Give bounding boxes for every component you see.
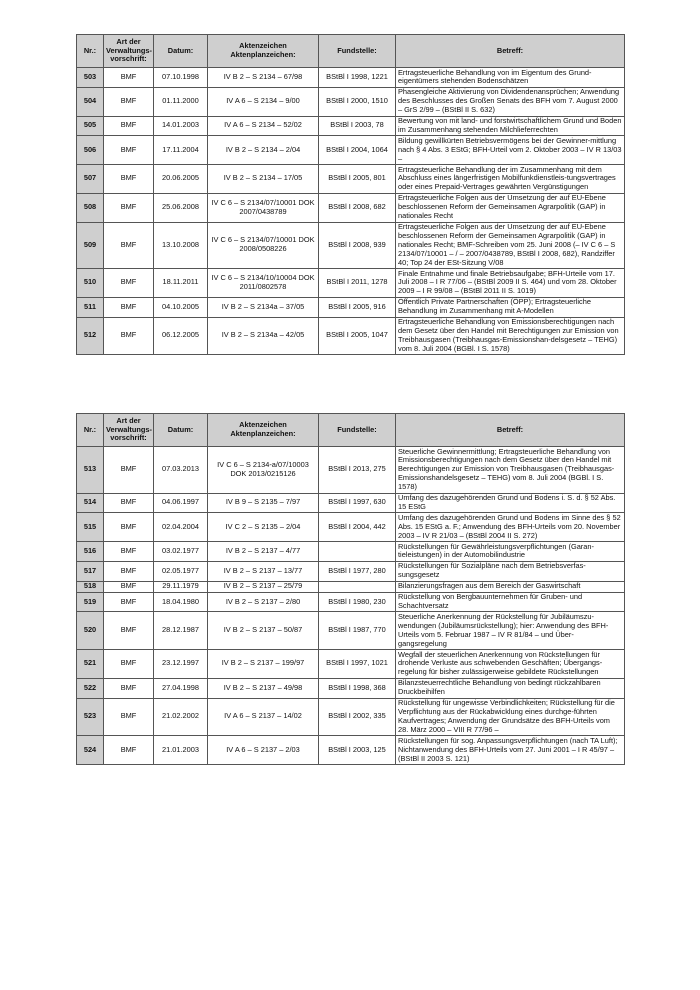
row-datum: 17.11.2004 bbox=[154, 136, 208, 165]
row-aktenzeichen: IV C 2 – S 2135 – 2/04 bbox=[208, 513, 319, 542]
row-art: BMF bbox=[104, 447, 154, 494]
row-aktenzeichen: IV C 6 – S 2134/07/10001 DOK 2008/0508226 bbox=[208, 222, 319, 269]
row-number: 511 bbox=[77, 297, 104, 317]
row-art: BMF bbox=[104, 116, 154, 136]
row-number: 518 bbox=[77, 581, 104, 592]
table-row bbox=[77, 68, 625, 88]
row-art: BMF bbox=[104, 317, 154, 355]
row-aktenzeichen: IV B 2 – S 2137 – 50/87 bbox=[208, 612, 319, 650]
row-art: BMF bbox=[104, 269, 154, 298]
row-aktenzeichen: IV B 2 – S 2134a – 42/05 bbox=[208, 317, 319, 355]
row-betreff: Bilanzierungsfragen aus dem Bereich der Gaswirtschaft bbox=[396, 581, 625, 592]
row-betreff: Rückstellungen für sog. Anpassungsverpflichtungen (nach TA Luft); Nichtanwendung des BFH-Urteils vom 27. Juni 2001 – I R 45/97 – (BStBl II 2003 S. 121) bbox=[396, 736, 625, 765]
row-fundstelle: BStBl I 2005, 1047 bbox=[319, 317, 396, 355]
row-number: 507 bbox=[77, 165, 104, 194]
table-row bbox=[77, 87, 625, 116]
table-row bbox=[77, 493, 625, 513]
row-art: BMF bbox=[104, 612, 154, 650]
row-betreff: Ertragsteuerliche Behandlung von im Eigentum des Grund-eigentümers stehenden Bodenschätzen bbox=[396, 68, 625, 88]
row-betreff: Bilanzsteuerrechtliche Behandlung von bedingt rückzahlbaren Druckbeihilfen bbox=[396, 678, 625, 698]
row-betreff: Öffentlich Private Partnerschaften (ÖPP); Ertragsteuerliche Behandlung im Zusammenhang mit A-Modellen bbox=[396, 297, 625, 317]
row-number: 513 bbox=[77, 447, 104, 494]
row-fundstelle: BStBl I 2003, 125 bbox=[319, 736, 396, 765]
row-art: BMF bbox=[104, 650, 154, 679]
row-datum: 13.10.2008 bbox=[154, 222, 208, 269]
header-art: Art der Verwaltungs- vorschrift: bbox=[104, 35, 154, 68]
row-fundstelle: BStBl I 1987, 770 bbox=[319, 612, 396, 650]
row-datum: 18.11.2011 bbox=[154, 269, 208, 298]
row-betreff: Ertragsteuerliche Folgen aus der Umsetzung der auf EU-Ebene beschlossenen Reform der Gemeinsamen Agrarpolitik (GAP) in nationales Recht bbox=[396, 193, 625, 222]
row-number: 512 bbox=[77, 317, 104, 355]
row-datum: 02.05.1977 bbox=[154, 561, 208, 581]
header-fundstelle: Fundstelle: bbox=[319, 35, 396, 68]
row-aktenzeichen: IV B 2 – S 2137 – 2/80 bbox=[208, 592, 319, 612]
row-art: BMF bbox=[104, 222, 154, 269]
row-art: BMF bbox=[104, 297, 154, 317]
row-number: 523 bbox=[77, 698, 104, 736]
row-datum: 02.04.2004 bbox=[154, 513, 208, 542]
row-fundstelle bbox=[319, 581, 396, 592]
row-betreff: Umfang des dazugehörenden Grund und Bodens im Sinne des § 52 Abs. 15 EStG a. F.; Anwendung des BFH-Urteils vom 20. November 2003 – IV R 21/03 – (BStBl 2004 II S. 272) bbox=[396, 513, 625, 542]
row-betreff: Umfang des dazugehörenden Grund und Bodens i. S. d. § 52 Abs. 15 EStG bbox=[396, 493, 625, 513]
row-fundstelle: BStBl I 2011, 1278 bbox=[319, 269, 396, 298]
table-row bbox=[77, 222, 625, 269]
table-header-row bbox=[77, 414, 625, 447]
row-datum: 03.02.1977 bbox=[154, 542, 208, 562]
row-datum: 20.06.2005 bbox=[154, 165, 208, 194]
row-fundstelle: BStBl I 1998, 1221 bbox=[319, 68, 396, 88]
row-number: 503 bbox=[77, 68, 104, 88]
row-datum: 07.10.1998 bbox=[154, 68, 208, 88]
header-betreff: Betreff: bbox=[396, 35, 625, 68]
row-art: BMF bbox=[104, 698, 154, 736]
row-aktenzeichen: IV A 6 – S 2134 – 9/00 bbox=[208, 87, 319, 116]
row-datum: 01.11.2000 bbox=[154, 87, 208, 116]
row-aktenzeichen: IV B 2 – S 2134a – 37/05 bbox=[208, 297, 319, 317]
row-number: 521 bbox=[77, 650, 104, 679]
row-aktenzeichen: IV C 6 – S 2134/07/10001 DOK 2007/0438789 bbox=[208, 193, 319, 222]
row-aktenzeichen: IV B 2 – S 2134 – 17/05 bbox=[208, 165, 319, 194]
table-row bbox=[77, 447, 625, 494]
regulations-table-1 bbox=[76, 34, 625, 355]
header-betreff: Betreff: bbox=[396, 414, 625, 447]
row-art: BMF bbox=[104, 193, 154, 222]
row-betreff: Rückstellung von Bergbauunternehmen für Gruben- und Schachtversatz bbox=[396, 592, 625, 612]
table-row bbox=[77, 193, 625, 222]
table-row bbox=[77, 698, 625, 736]
row-betreff: Ertragsteuerliche Behandlung von Emissionsberechtigungen nach dem Gesetz über den Handel mit Berechtigungen zur Emission von Treibhausgasen (Treibhausgas-Emissionshan-delsgesetz – TEHG) vom 8. Juli 2004 (BGBl. I S. 1578) bbox=[396, 317, 625, 355]
table-row bbox=[77, 513, 625, 542]
row-betreff: Rückstellung für ungewisse Verbindlichkeiten; Rückstellung für die Verpflichtung aus der Rückabwicklung eines durchge-führten Kaufvertrages; Anwendung der Grundsätze des BFH-Urteils vom 28. März 2000 – VIII R 77/96 – bbox=[396, 698, 625, 736]
row-fundstelle: BStBl I 2013, 275 bbox=[319, 447, 396, 494]
row-datum: 25.06.2008 bbox=[154, 193, 208, 222]
row-number: 509 bbox=[77, 222, 104, 269]
table-row bbox=[77, 592, 625, 612]
row-aktenzeichen: IV B 2 – S 2137 – 25/79 bbox=[208, 581, 319, 592]
table-row bbox=[77, 269, 625, 298]
header-art: Art der Verwaltungs- vorschrift: bbox=[104, 414, 154, 447]
row-aktenzeichen: IV B 9 – S 2135 – 7/97 bbox=[208, 493, 319, 513]
row-aktenzeichen: IV B 2 – S 2137 – 199/97 bbox=[208, 650, 319, 679]
table-row bbox=[77, 650, 625, 679]
row-art: BMF bbox=[104, 736, 154, 765]
row-fundstelle: BStBl I 2003, 78 bbox=[319, 116, 396, 136]
row-fundstelle: BStBl I 1977, 280 bbox=[319, 561, 396, 581]
row-betreff: Bewertung von mit land- und forstwirtschaftlichem Grund und Boden im Zusammenhang stehenden Milchlieferrechten bbox=[396, 116, 625, 136]
row-aktenzeichen: IV A 6 – S 2134 – 52/02 bbox=[208, 116, 319, 136]
row-art: BMF bbox=[104, 68, 154, 88]
row-fundstelle: BStBl I 2000, 1510 bbox=[319, 87, 396, 116]
row-betreff: Wegfall der steuerlichen Anerkennung von Rückstellungen für drohende Verluste aus schwebenden Geschäften; Übergangs-regelung für bisher zulässigerweise gebildete Rückstellungen bbox=[396, 650, 625, 679]
row-datum: 21.01.2003 bbox=[154, 736, 208, 765]
row-datum: 06.12.2005 bbox=[154, 317, 208, 355]
row-number: 506 bbox=[77, 136, 104, 165]
row-fundstelle: BStBl I 1980, 230 bbox=[319, 592, 396, 612]
header-datum: Datum: bbox=[154, 414, 208, 447]
row-number: 522 bbox=[77, 678, 104, 698]
row-datum: 27.04.1998 bbox=[154, 678, 208, 698]
row-aktenzeichen: IV B 2 – S 2137 – 13/77 bbox=[208, 561, 319, 581]
row-fundstelle: BStBl I 1997, 630 bbox=[319, 493, 396, 513]
row-number: 519 bbox=[77, 592, 104, 612]
row-number: 524 bbox=[77, 736, 104, 765]
row-betreff: Ertragsteuerliche Behandlung der im Zusammenhang mit dem Abschluss eines längerfristigen Mobilfunkdienstleis-tungsvertrages oder eines Prepaid-Vertrages gewährten Vergünstigungen bbox=[396, 165, 625, 194]
row-aktenzeichen: IV A 6 – S 2137 – 2/03 bbox=[208, 736, 319, 765]
table-row bbox=[77, 297, 625, 317]
row-fundstelle: BStBl I 2008, 939 bbox=[319, 222, 396, 269]
row-art: BMF bbox=[104, 87, 154, 116]
row-betreff: Rückstellungen für Gewährleistungsverpflichtungen (Garan-tieleistungen) in der Automobilindustrie bbox=[396, 542, 625, 562]
row-fundstelle: BStBl I 1998, 368 bbox=[319, 678, 396, 698]
row-number: 504 bbox=[77, 87, 104, 116]
row-number: 520 bbox=[77, 612, 104, 650]
row-number: 510 bbox=[77, 269, 104, 298]
row-number: 515 bbox=[77, 513, 104, 542]
row-fundstelle: BStBl I 2004, 442 bbox=[319, 513, 396, 542]
row-datum: 04.10.2005 bbox=[154, 297, 208, 317]
table-row bbox=[77, 678, 625, 698]
row-fundstelle: BStBl I 2002, 335 bbox=[319, 698, 396, 736]
row-datum: 21.02.2002 bbox=[154, 698, 208, 736]
row-datum: 04.06.1997 bbox=[154, 493, 208, 513]
header-fundstelle: Fundstelle: bbox=[319, 414, 396, 447]
row-fundstelle bbox=[319, 542, 396, 562]
row-art: BMF bbox=[104, 581, 154, 592]
header-nr: Nr.: bbox=[77, 35, 104, 68]
row-aktenzeichen: IV C 6 – S 2134/10/10004 DOK 2011/0802578 bbox=[208, 269, 319, 298]
row-fundstelle: BStBl I 2008, 682 bbox=[319, 193, 396, 222]
row-art: BMF bbox=[104, 136, 154, 165]
row-betreff: Rückstellungen für Sozialpläne nach dem Betriebsverfas-sungsgesetz bbox=[396, 561, 625, 581]
row-number: 517 bbox=[77, 561, 104, 581]
table-row bbox=[77, 561, 625, 581]
row-fundstelle: BStBl I 2005, 916 bbox=[319, 297, 396, 317]
row-number: 508 bbox=[77, 193, 104, 222]
table-row bbox=[77, 542, 625, 562]
row-fundstelle: BStBl I 1997, 1021 bbox=[319, 650, 396, 679]
row-datum: 18.04.1980 bbox=[154, 592, 208, 612]
row-number: 505 bbox=[77, 116, 104, 136]
table-row bbox=[77, 612, 625, 650]
row-datum: 23.12.1997 bbox=[154, 650, 208, 679]
header-datum: Datum: bbox=[154, 35, 208, 68]
header-aktenzeichen: Aktenzeichen Aktenplanzeichen: bbox=[208, 35, 319, 68]
row-number: 514 bbox=[77, 493, 104, 513]
row-datum: 14.01.2003 bbox=[154, 116, 208, 136]
table-row bbox=[77, 736, 625, 765]
row-fundstelle: BStBl I 2005, 801 bbox=[319, 165, 396, 194]
row-number: 516 bbox=[77, 542, 104, 562]
row-datum: 29.11.1979 bbox=[154, 581, 208, 592]
row-datum: 28.12.1987 bbox=[154, 612, 208, 650]
row-art: BMF bbox=[104, 561, 154, 581]
row-betreff: Ertragsteuerliche Folgen aus der Umsetzung der auf EU-Ebene beschlossenen Reform der Gemeinsamen Agrarpolitik (GAP) in nationales Recht; BMF-Schreiben vom 25. Juni 2008 (– IV C 6 – S 2134/07/10001 – / – 2007/0438789, BStBl I 2008, 682), Randziffer 40; Top 24 der ESt-Sitzung V/08 bbox=[396, 222, 625, 269]
row-betreff: Steuerliche Gewinnermittlung; Ertragsteuerliche Behandlung von Emissionsberechtigungen nach dem Gesetz über den Handel mit Berechtigungen zur Emission von Treibhausgasen (Treibhausgas-Emissionshandelsgesetz – TEHG) vom 8. Juli 2004 (BGBl. I S. 1578) bbox=[396, 447, 625, 494]
row-betreff: Finale Entnahme und finale Betriebsaufgabe; BFH-Urteile vom 17. Juli 2008 – I R 77/06 – (BStBl 2009 II S. 464) und vom 28. Oktober 2009 – I R 99/08 – (BStBl 2011 II S. 1019) bbox=[396, 269, 625, 298]
table-header-row bbox=[77, 35, 625, 68]
row-betreff: Bildung gewillkürten Betriebsvermögens bei der Gewinner-mittlung nach § 4 Abs. 3 EStG; BFH-Urteil vom 2. Oktober 2003 – IV R 13/03 – bbox=[396, 136, 625, 165]
row-art: BMF bbox=[104, 592, 154, 612]
row-art: BMF bbox=[104, 493, 154, 513]
row-datum: 07.03.2013 bbox=[154, 447, 208, 494]
table-row bbox=[77, 116, 625, 136]
table-row bbox=[77, 136, 625, 165]
header-nr: Nr.: bbox=[77, 414, 104, 447]
row-art: BMF bbox=[104, 165, 154, 194]
header-aktenzeichen: Aktenzeichen Aktenplanzeichen: bbox=[208, 414, 319, 447]
row-fundstelle: BStBl I 2004, 1064 bbox=[319, 136, 396, 165]
row-aktenzeichen: IV B 2 – S 2134 – 67/98 bbox=[208, 68, 319, 88]
row-aktenzeichen: IV B 2 – S 2137 – 49/98 bbox=[208, 678, 319, 698]
table-row bbox=[77, 317, 625, 355]
row-aktenzeichen: IV B 2 – S 2137 – 4/77 bbox=[208, 542, 319, 562]
table-row bbox=[77, 581, 625, 592]
regulations-table-2 bbox=[76, 413, 625, 765]
row-betreff: Phasengleiche Aktivierung von Dividendenansprüchen; Anwendung des Beschlusses des Großen Senats des BFH vom 7. August 2000 – GrS 2/99 – (BStBl II S. 632) bbox=[396, 87, 625, 116]
row-art: BMF bbox=[104, 542, 154, 562]
row-art: BMF bbox=[104, 513, 154, 542]
row-betreff: Steuerliche Anerkennung der Rückstellung für Jubiläumszu-wendungen (Jubiläumsrückstellung); hier: Anwendung des BFH-Urteils vom 5. Februar 1987 – IV R 81/84 – und Über-gangsregelung bbox=[396, 612, 625, 650]
row-art: BMF bbox=[104, 678, 154, 698]
row-aktenzeichen: IV C 6 – S 2134-a/07/10003 DOK 2013/0215126 bbox=[208, 447, 319, 494]
row-aktenzeichen: IV B 2 – S 2134 – 2/04 bbox=[208, 136, 319, 165]
row-aktenzeichen: IV A 6 – S 2137 – 14/02 bbox=[208, 698, 319, 736]
table-row bbox=[77, 165, 625, 194]
